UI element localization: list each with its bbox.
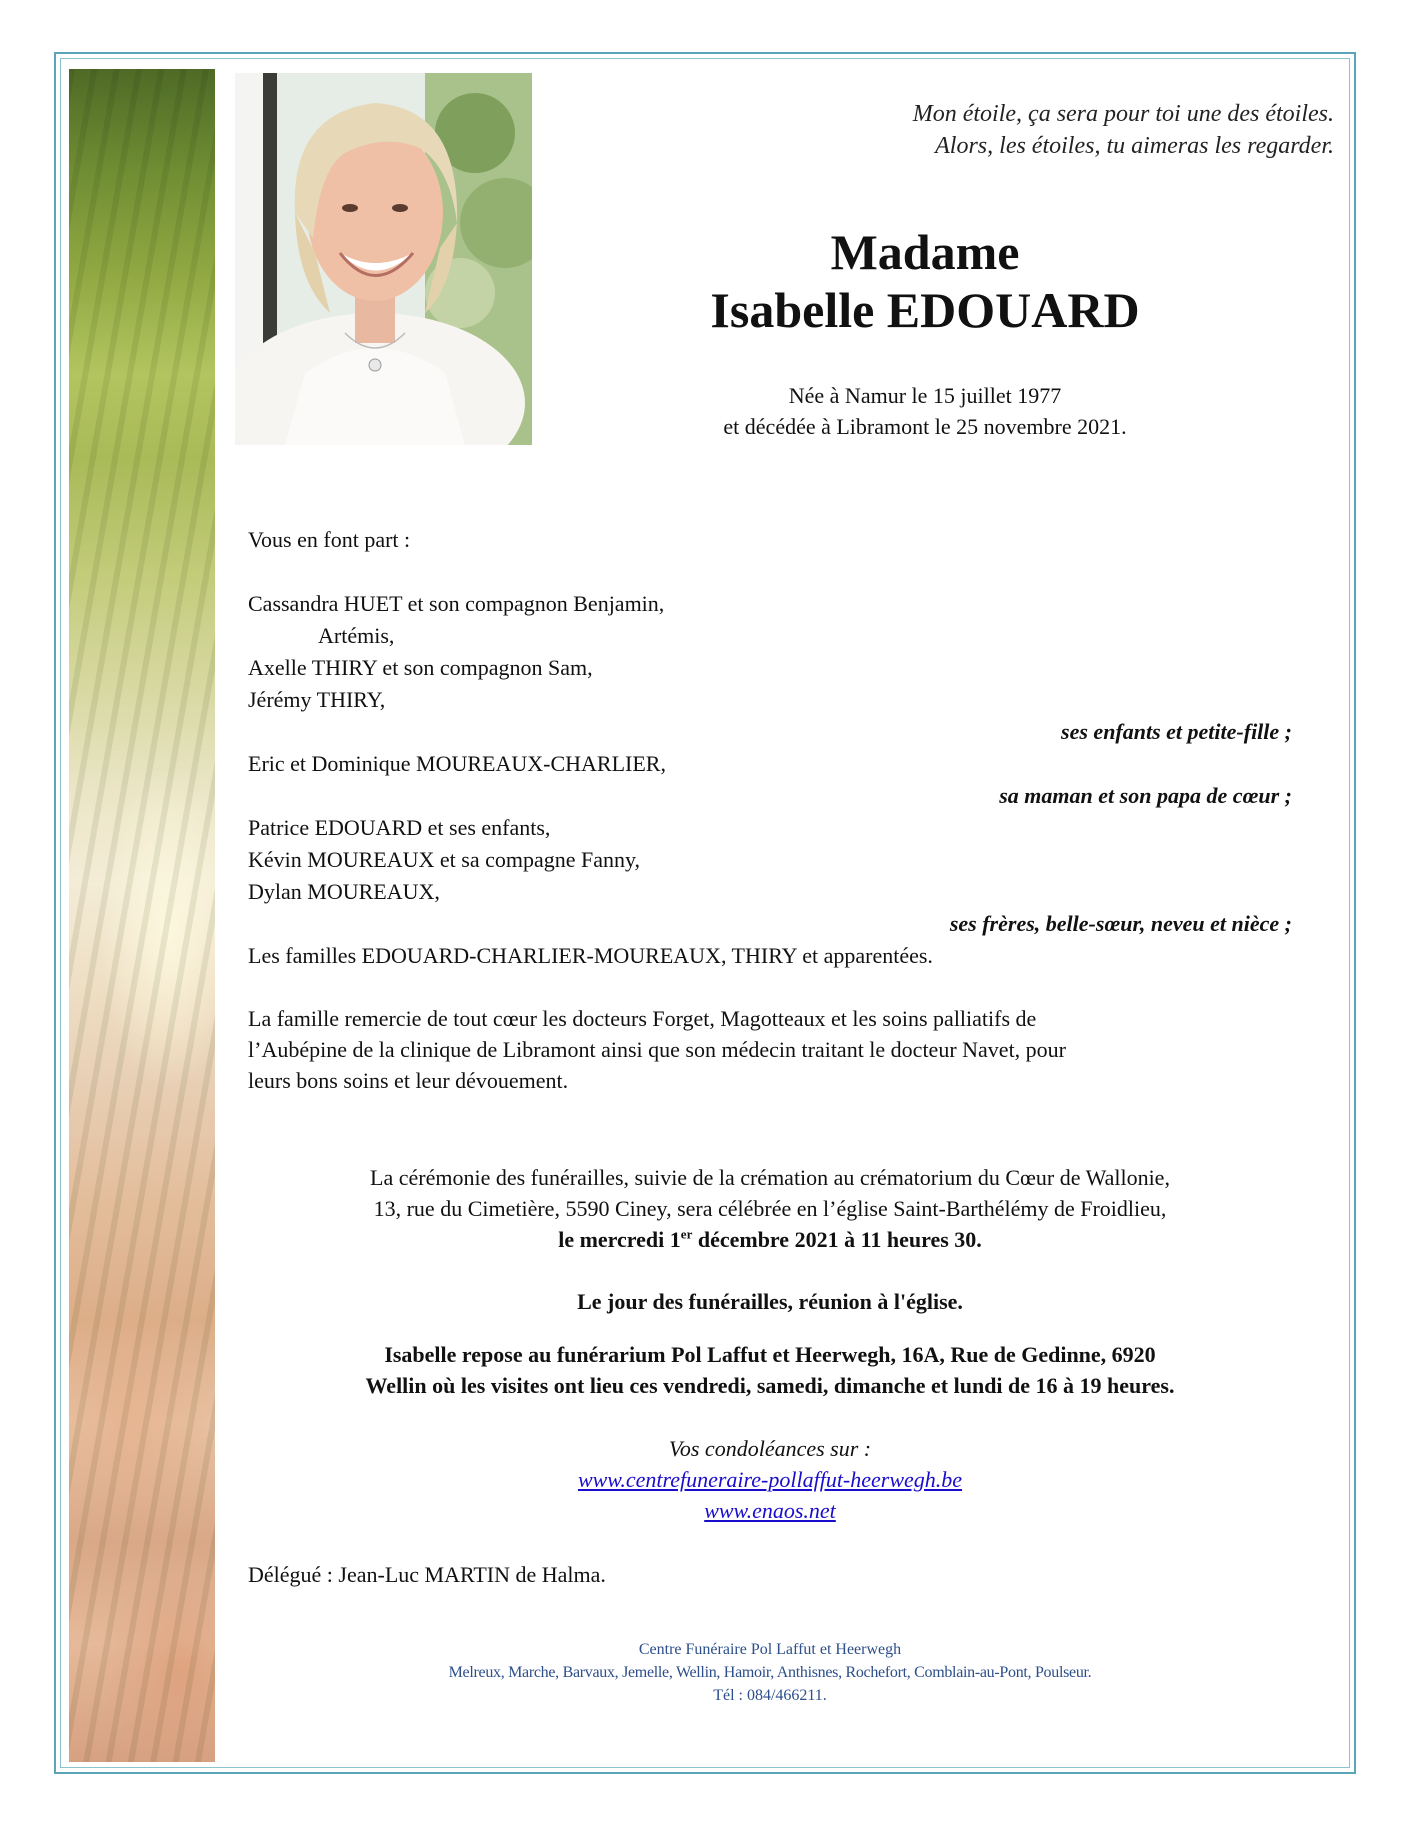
visitation-line-1: Isabelle repose au funérarium Pol Laffut et Heerwegh, 16A, Rue de Gedinne, 6920: [384, 1342, 1156, 1367]
death-line: et décédée à Libramont le 25 novembre 2021.: [723, 414, 1127, 439]
family-announcement: [248, 524, 1292, 972]
delegate-line: Délégué : Jean-Luc MARTIN de Halma.: [248, 1562, 606, 1587]
relation-label: ses frères, belle-sœur, neveu et nièce ;: [949, 911, 1292, 936]
visitation-details: [248, 1339, 1292, 1401]
family-line: Dylan MOUREAUX,: [248, 879, 440, 904]
portrait-illustration: [235, 73, 532, 445]
decorative-forest-path-strip: [69, 69, 215, 1762]
condolences-block: [248, 1433, 1292, 1526]
family-line: Kévin MOUREAUX et sa compagne Fanny,: [248, 847, 641, 872]
life-dates: [600, 380, 1250, 442]
family-line: Eric et Dominique MOUREAUX-CHARLIER,: [248, 751, 666, 776]
funeral-center-link[interactable]: www.centrefuneraire-pollaffut-heerwegh.be: [577, 1467, 963, 1492]
visitation-line-2: Wellin où les visites ont lieu ces vendredi, samedi, dimanche et lundi de 16 à 19 heures.: [365, 1373, 1175, 1398]
funeral-home-name: Centre Funéraire Pol Laffut et Heerwegh: [638, 1641, 902, 1658]
deceased-title: [600, 223, 1250, 339]
condolences-label: Vos condoléances sur :: [668, 1436, 872, 1461]
quote-line-1: Mon étoile, ça sera pour toi une des étoiles.: [912, 101, 1334, 127]
family-line: Cassandra HUET et son compagnon Benjamin,: [248, 591, 665, 616]
thanks-paragraph: [248, 1003, 1292, 1096]
thanks-line-1: La famille remercie de tout cœur les docteurs Forget, Magotteaux et les soins palliatifs de: [248, 1006, 1037, 1031]
ceremony-date-suffix: décembre 2021 à 11 heures 30.: [692, 1227, 982, 1252]
deceased-name: Isabelle EDOUARD: [710, 282, 1140, 338]
portrait-photo: [235, 73, 532, 445]
family-line: Jérémy THIRY,: [248, 687, 386, 712]
announcement-intro: Vous en font part :: [248, 527, 411, 552]
enaos-link[interactable]: www.enaos.net: [704, 1498, 836, 1523]
quote-line-2: Alors, les étoiles, tu aimeras les regarder.: [935, 133, 1334, 159]
epigraph-quote: [694, 98, 1334, 162]
ceremony-date-prefix: le mercredi 1: [558, 1227, 681, 1252]
birth-line: Née à Namur le 15 juillet 1977: [788, 383, 1062, 408]
family-line: Artémis,: [318, 623, 395, 648]
funeral-home-locations: Melreux, Marche, Barvaux, Jemelle, Wellin, Hamoir, Anthisnes, Rochefort, Comblain-au-Pont, Poulseur.: [448, 1664, 1092, 1681]
ceremony-details: [248, 1162, 1292, 1255]
funeral-home-phone: Tél : 084/466211.: [713, 1687, 827, 1704]
ceremony-line-1: La cérémonie des funérailles, suivie de la crémation au crématorium du Cœur de Wallonie,: [370, 1165, 1170, 1190]
family-line: Patrice EDOUARD et ses enfants,: [248, 815, 551, 840]
families-line: Les familles EDOUARD-CHARLIER-MOUREAUX, THIRY et apparentées.: [248, 943, 933, 968]
ceremony-date-sup: er: [680, 1226, 693, 1242]
thanks-line-3: leurs bons soins et leur dévouement.: [248, 1068, 569, 1093]
meeting-note: Le jour des funérailles, réunion à l'église.: [577, 1289, 963, 1314]
funeral-home-footer: [248, 1638, 1292, 1707]
family-line: Axelle THIRY et son compagnon Sam,: [248, 655, 593, 680]
ceremony-line-2: 13, rue du Cimetière, 5590 Ciney, sera célébrée en l’église Saint-Barthélémy de Froidlieu,: [373, 1196, 1167, 1221]
ceremony-date: [248, 1224, 1292, 1255]
honorific: Madame: [830, 224, 1020, 280]
thanks-line-2: l’Aubépine de la clinique de Libramont ainsi que son médecin traitant le docteur Navet, pour: [248, 1037, 1067, 1062]
relation-label: sa maman et son papa de cœur ;: [999, 783, 1292, 808]
relation-label: ses enfants et petite-fille ;: [1061, 719, 1292, 744]
